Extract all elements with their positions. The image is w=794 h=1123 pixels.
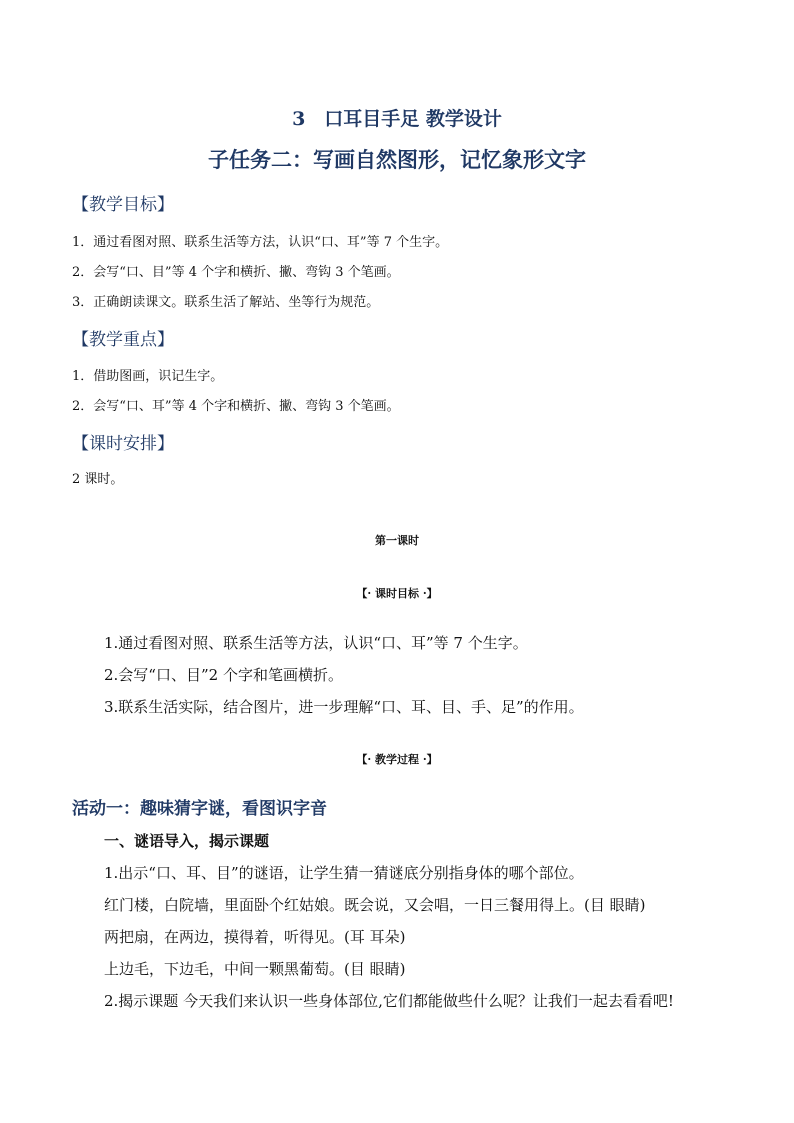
riddle-intro-heading: 一、谜语导入，揭示课题	[104, 832, 270, 850]
schedule-text: 2 课时。	[72, 472, 124, 487]
teaching-process-heading: 【· 教学过程 ·】	[356, 753, 438, 766]
teaching-focus-1: 1．借助图画，识记生字。	[72, 369, 224, 384]
lesson-goal-1: 1.通过看图对照、联系生活等方法，认识“口、耳”等 7 个生字。	[104, 634, 528, 652]
teaching-goal-3: 3．正确朗读课文。联系生活了解站、坐等行为规范。	[72, 295, 380, 310]
teaching-focus-2: 2．会写“口、耳”等 4 个字和横折、撇、弯钩 3 个笔画。	[72, 399, 400, 414]
teaching-goal-2: 2．会写“口、目”等 4 个字和横折、撇、弯钩 3 个笔画。	[72, 265, 400, 280]
schedule-heading: 【课时安排】	[72, 434, 174, 454]
lesson-goal-2: 2.会写“口、目”2 个字和笔画横折。	[104, 666, 343, 684]
riddle-1: 红门楼，白院墙，里面卧个红姑娘。既会说，又会唱，一日三餐用得上。(目 眼睛)	[104, 896, 646, 914]
lesson-goal-3: 3.联系生活实际，结合图片，进一步理解“口、耳、目、手、足”的作用。	[104, 698, 584, 716]
lesson-goals-heading: 【· 课时目标 ·】	[356, 587, 438, 600]
first-lesson-title: 第一课时	[375, 534, 419, 547]
teaching-goals-heading: 【教学目标】	[72, 195, 174, 215]
riddle-2: 两把扇，在两边，摸得着，听得见。(耳 耳朵)	[104, 928, 406, 946]
activity-one-title: 活动一：趣味猜字谜，看图识字音	[72, 799, 327, 819]
teaching-goal-1: 1．通过看图对照、联系生活等方法，认识“口、耳”等 7 个生字。	[72, 235, 449, 250]
riddle-3: 上边毛，下边毛，中间一颗黑葡萄。(目 眼睛)	[104, 960, 406, 978]
subtask-title: 子任务二：写画自然图形，记忆象形文字	[208, 147, 586, 172]
teaching-focus-heading: 【教学重点】	[72, 330, 174, 350]
lesson-title: 3 口耳目手足 教学设计	[292, 108, 502, 130]
activity-line-2: 2.揭示课题 今天我们来认识一些身体部位,它们都能做些什么呢？让我们一起去看看吧!	[104, 992, 674, 1010]
activity-line-1: 1.出示“口、耳、目”的谜语，让学生猜一猜谜底分别指身体的哪个部位。	[104, 864, 584, 882]
